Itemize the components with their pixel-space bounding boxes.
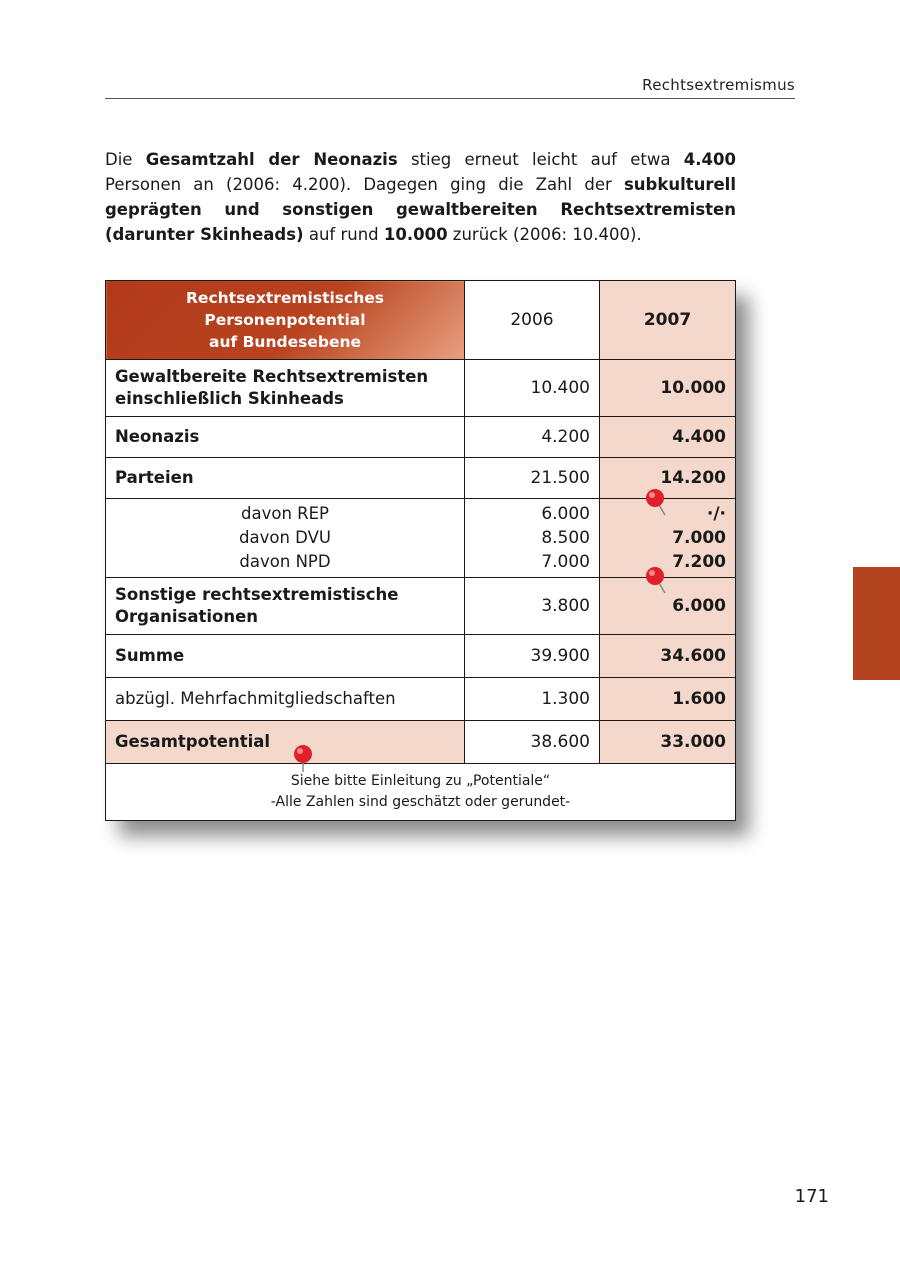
page-number: 171 <box>794 1186 829 1207</box>
value-2007: 6.000 <box>600 578 736 635</box>
pushpin-icon <box>645 488 669 516</box>
table-header-label <box>106 281 465 360</box>
row-label-line: Gewaltbereite Rechtsextremisten <box>115 367 429 386</box>
table-row <box>106 360 736 417</box>
davon-labels <box>115 502 455 574</box>
davon-label: davon NPD <box>239 552 331 571</box>
note-line: -Alle Zahlen sind geschätzt oder gerundet- <box>270 794 571 810</box>
header-year-2006: 2006 <box>465 281 600 360</box>
table-row-davon <box>106 499 736 578</box>
header-label-line: Rechtsextremistisches <box>186 289 384 307</box>
potential-table-card <box>105 280 735 820</box>
note-line: Siehe bitte Einleitung zu „Potentiale“ <box>290 773 551 789</box>
value-2006: 21.500 <box>465 458 600 499</box>
value-2006: 1.300 <box>465 678 600 721</box>
value-2007: 34.600 <box>600 635 736 678</box>
value-2007: 33.000 <box>600 721 736 764</box>
intro-bold: 4.400 <box>683 150 736 169</box>
table-row <box>106 721 736 764</box>
intro-text: Personen an (2006: 4.200). Dagegen ging die Zahl der <box>105 175 624 194</box>
davon-value: 6.000 <box>541 504 590 524</box>
intro-text: Die <box>105 150 146 169</box>
davon-values-2006 <box>474 502 590 574</box>
row-label: Gesamtpotential <box>106 721 465 764</box>
table-note-row <box>106 764 736 821</box>
value-2007: 10.000 <box>600 360 736 417</box>
table-header-row <box>106 281 736 360</box>
row-label: Summe <box>106 635 465 678</box>
davon-label: davon DVU <box>239 528 331 547</box>
row-label: Parteien <box>106 458 465 499</box>
header-year-2007: 2007 <box>600 281 736 360</box>
intro-bold: Gesamtzahl der Neonazis <box>145 150 398 169</box>
value-2006: 38.600 <box>465 721 600 764</box>
value-2007: 14.200 <box>600 458 736 499</box>
chapter-tab-marker <box>853 567 900 680</box>
intro-text: zurück (2006: 10.400). <box>447 225 642 244</box>
table-row <box>106 578 736 635</box>
row-label-line: einschließlich Skinheads <box>115 389 344 408</box>
header-label-line: Personenpotential <box>204 311 366 329</box>
pushpin-icon <box>645 566 669 594</box>
table-row <box>106 417 736 458</box>
intro-bold: 10.000 <box>383 225 448 244</box>
row-label: abzügl. Mehrfachmitgliedschaften <box>106 678 465 721</box>
row-label <box>106 499 465 578</box>
value-2006: 4.200 <box>465 417 600 458</box>
value-2006: 10.400 <box>465 360 600 417</box>
value-2007: 1.600 <box>600 678 736 721</box>
table-row <box>106 678 736 721</box>
intro-paragraph <box>105 147 736 247</box>
davon-value: 7.000 <box>672 528 726 548</box>
table-row <box>106 458 736 499</box>
davon-value: 7.000 <box>541 552 590 572</box>
intro-text: stieg erneut leicht auf etwa <box>397 150 684 169</box>
row-label-line: Sonstige rechtsextremistische <box>115 585 399 604</box>
davon-value: ·/· <box>706 504 726 524</box>
row-label-line: Organisationen <box>115 607 259 626</box>
row-label: Neonazis <box>106 417 465 458</box>
pushpin-icon <box>292 744 316 772</box>
row-label <box>106 578 465 635</box>
header-label-line: auf Bundesebene <box>208 333 362 351</box>
value-2007: 4.400 <box>600 417 736 458</box>
intro-text: auf rund <box>303 225 384 244</box>
running-head: Rechtsextremismus <box>105 76 795 99</box>
row-label <box>106 360 465 417</box>
value-2006 <box>465 499 600 578</box>
davon-value: 7.200 <box>672 552 726 572</box>
potential-table <box>105 280 736 821</box>
davon-label: davon REP <box>241 504 329 523</box>
value-2006: 3.800 <box>465 578 600 635</box>
davon-value: 8.500 <box>541 528 590 548</box>
table-row <box>106 635 736 678</box>
table-note <box>106 764 736 821</box>
value-2006: 39.900 <box>465 635 600 678</box>
intro-bold: subkulturell geprägten und sonstigen gewaltbereiten Rechtsextremisten (darunter Skinheads) <box>105 175 736 244</box>
